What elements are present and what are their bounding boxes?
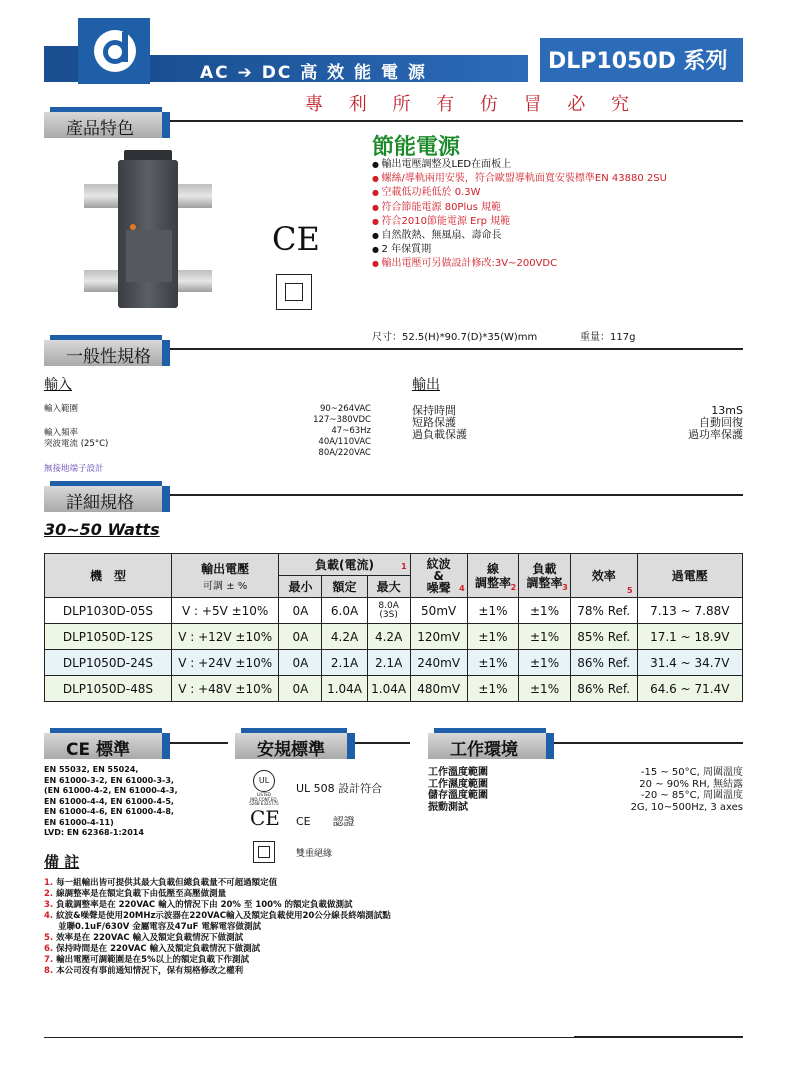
- feature-item: ● 輸出電壓調整及LED在面板上: [372, 158, 667, 172]
- cell-efficiency: 86% Ref.: [570, 650, 637, 676]
- section-divider: [170, 494, 743, 496]
- th-ovp: 過電壓: [637, 554, 742, 598]
- ul-mark-small: LISTED IND.CONT.EQ. 526B E325775: [249, 792, 279, 806]
- cell-ripple: 240mV: [410, 650, 467, 676]
- cell-min: 0A: [279, 598, 322, 624]
- input-value: 127~380VDC: [313, 415, 371, 425]
- output-label: 短路保護: [412, 416, 456, 429]
- output-title: 輸出: [412, 377, 440, 393]
- cell-min: 0A: [279, 624, 322, 650]
- input-values: [313, 404, 371, 459]
- cell-line-reg: ±1%: [467, 624, 519, 650]
- section-accent: [546, 733, 554, 759]
- env-labels: [428, 767, 488, 813]
- ul-text: UL 508 設計符合: [296, 782, 383, 795]
- ul-mark-icon: UL: [253, 770, 275, 792]
- series-title: DLP1050D 系列: [548, 49, 728, 74]
- section-header-safety: 安規標準: [235, 733, 347, 759]
- output-values: [688, 405, 743, 441]
- cell-model: DLP1050D-12S: [45, 624, 172, 650]
- env-value: -15 ~ 50°C, 周圍溫度: [640, 767, 743, 778]
- cell-vout: V : +5V ±10%: [171, 598, 279, 624]
- ce-standard: LVD: EN 62368-1:2014: [44, 828, 144, 837]
- led-indicator: [130, 224, 136, 230]
- no-ground-note: 無接地端子設計: [44, 464, 104, 474]
- env-label: 振動測試: [428, 801, 468, 813]
- cell-model: DLP1050D-48S: [45, 676, 172, 702]
- double-insulation-icon-inner: [258, 846, 270, 858]
- section-header-general: 一般性規格: [44, 340, 162, 366]
- note-item: 8. 本公司沒有事前通知情況下，保有規格修改之權利: [44, 966, 244, 976]
- logo-d-stem: [122, 32, 128, 62]
- cell-load-reg: ±1%: [519, 650, 571, 676]
- section-header-features: 產品特色: [44, 112, 162, 138]
- env-value: -20 ~ 85°C, 周圍溫度: [640, 790, 743, 801]
- env-value: 20 ~ 90% RH, 無結露: [639, 778, 743, 790]
- input-label-inrush: 突波電流 (25°C): [44, 439, 109, 449]
- footer-rule: [44, 1037, 574, 1038]
- wattage-range: 30~50 Watts: [44, 520, 160, 539]
- section-accent: [162, 733, 170, 759]
- header-accent-strip: [44, 46, 78, 82]
- input-value: 47~63Hz: [331, 426, 371, 436]
- header-title: AC ➔ DC 高 效 能 電 源: [200, 63, 427, 83]
- feature-item: ● 符合節能電源 80Plus 規範: [372, 201, 667, 215]
- input-label-freq: 輸入頻率: [44, 428, 79, 438]
- note-item: 4. 紋波&噪聲是使用20MHz示波器在220VAC輸入及額定負載使用20公分線長終端測試點: [44, 911, 391, 921]
- cell-rated: 6.0A: [322, 598, 367, 624]
- input-value: 80A/220VAC: [318, 448, 371, 458]
- cell-load-reg: ±1%: [519, 676, 571, 702]
- ce-mark: CE: [272, 220, 320, 258]
- feature-item: ● 輸出電壓可另做設計修改:3V~200VDC: [372, 257, 667, 271]
- output-label: 保持時間: [412, 404, 456, 417]
- env-value: 2G, 10~500Hz, 3 axes: [630, 801, 743, 813]
- note-item: 並聯0.1uF/630V 金屬電容及47uF 電解電容做測試: [58, 922, 261, 932]
- cell-ripple: 480mV: [410, 676, 467, 702]
- cell-vout: V : +24V ±10%: [171, 650, 279, 676]
- output-value: 自動回復: [699, 416, 743, 429]
- th-ripple: 紋波 & 噪聲 4: [410, 554, 467, 598]
- note-item: 6. 保持時間是在 220VAC 輸入及額定負載情況下做測試: [44, 944, 261, 954]
- cell-ovp: 31.4 ~ 34.7V: [637, 650, 742, 676]
- cell-load-reg: ±1%: [519, 624, 571, 650]
- cell-line-reg: ±1%: [467, 676, 519, 702]
- output-labels: [412, 405, 467, 441]
- output-value: 13mS: [711, 404, 743, 417]
- cell-max: 1.04A: [367, 676, 410, 702]
- section-header-detail: 詳細規格: [44, 486, 162, 512]
- cell-load-reg: ±1%: [519, 598, 571, 624]
- feature-item: ● 2 年保質期: [372, 243, 667, 257]
- table-row: [45, 624, 743, 650]
- cell-ripple: 50mV: [410, 598, 467, 624]
- cell-ovp: 64.6 ~ 71.4V: [637, 676, 742, 702]
- feature-item: ● 空載低功耗低於 0.3W: [372, 186, 667, 200]
- section-divider: [355, 742, 410, 744]
- cell-rated: 1.04A: [322, 676, 367, 702]
- patent-notice: 專 利 所 有 仿 冒 必 究: [305, 94, 640, 115]
- section-divider: [170, 742, 228, 744]
- spec-table: [44, 553, 743, 702]
- ce-standard: EN 61000-4-11): [44, 817, 114, 827]
- feature-item: ● 自然散熱、無風扇、壽命長: [372, 229, 667, 243]
- section-accent: [347, 733, 355, 759]
- cell-line-reg: ±1%: [467, 650, 519, 676]
- cell-ovp: 7.13 ~ 7.88V: [637, 598, 742, 624]
- ce-standards-list: [44, 765, 178, 839]
- note-item: 3. 負載調整率是在 220VAC 輸入的情況下由 20% 至 100% 的額定負載做測試: [44, 900, 353, 910]
- th-load-max: 最大: [367, 576, 410, 598]
- th-load-min: 最小: [279, 576, 322, 598]
- notes-heading: 備 註: [44, 853, 80, 871]
- eco-title: 節能電源: [372, 135, 461, 160]
- th-load-reg: 負載 調整率 3: [519, 554, 571, 598]
- note-item: 2. 線調整率是在額定負載下由低壓至高壓做測量: [44, 889, 227, 899]
- double-insulation-icon-inner: [285, 283, 303, 301]
- ce-standard: EN 61000-4-6, EN 61000-4-8,: [44, 807, 174, 816]
- th-line-reg: 線 調整率 2: [467, 554, 519, 598]
- section-divider: [554, 742, 743, 744]
- feature-item: ● 螺絲/導軌兩用安裝，符合歐盟導軌面寬安裝標準EN 43880 2SU: [372, 172, 667, 186]
- ce-standard: EN 61000-3-2, EN 61000-3-3,: [44, 775, 174, 785]
- input-value: 90~264VAC: [319, 404, 371, 414]
- section-divider: [170, 348, 743, 350]
- input-title: 輸入: [44, 377, 72, 393]
- section-header-env: 工作環境: [428, 733, 546, 759]
- feature-list: [372, 158, 667, 272]
- cell-rated: 2.1A: [322, 650, 367, 676]
- ce-standard: EN 61000-4-4, EN 61000-4-5,: [44, 796, 174, 806]
- th-model: 機 型: [45, 554, 172, 598]
- cell-model: DLP1050D-24S: [45, 650, 172, 676]
- table-row: [45, 598, 743, 624]
- cell-min: 0A: [279, 650, 322, 676]
- ce-mark-small: CE: [250, 806, 280, 830]
- cell-line-reg: ±1%: [467, 598, 519, 624]
- th-load-rated: 額定: [322, 576, 367, 598]
- device-label: [126, 230, 172, 282]
- ce-standard: EN 55032, EN 55024,: [44, 765, 139, 774]
- env-label: 工作溫度範圍: [428, 767, 488, 778]
- cell-ripple: 120mV: [410, 624, 467, 650]
- note-item: 7. 輸出電壓可調範圍是在5%以上的額定負載下作測試: [44, 955, 250, 965]
- env-values: [631, 767, 743, 813]
- cell-max: 8.0A (3S): [367, 598, 410, 624]
- feature-item: ● 符合2010節能電源 Erp 規範: [372, 215, 667, 229]
- ce-text: CE 認證: [296, 815, 355, 828]
- section-accent: [162, 340, 170, 366]
- note-item: 1. 每一組輸出皆可提供其最大負載但總負載量不可超過額定值: [44, 878, 278, 888]
- cell-min: 0A: [279, 676, 322, 702]
- th-load: 負載(電流) 1: [279, 554, 410, 576]
- cell-efficiency: 78% Ref.: [570, 598, 637, 624]
- output-value: 過功率保護: [688, 428, 743, 441]
- env-label: 工作濕度範圍: [428, 778, 488, 790]
- th-vout: 輸出電壓 可調 ± %: [171, 554, 279, 598]
- th-efficiency: 效率 5: [570, 554, 637, 598]
- note-item: 5. 效率是在 220VAC 輸入及額定負載情況下做測試: [44, 933, 244, 943]
- double-insulation-text: 雙重絕緣: [296, 849, 333, 859]
- cell-ovp: 17.1 ~ 18.9V: [637, 624, 742, 650]
- footer-rule-thick: [574, 1036, 743, 1038]
- input-label-range: 輸入範圍: [44, 404, 79, 414]
- table-row: [45, 650, 743, 676]
- cell-max: 4.2A: [367, 624, 410, 650]
- cell-max: 2.1A: [367, 650, 410, 676]
- weight: 重量：117g: [580, 332, 636, 343]
- cell-vout: V : +12V ±10%: [171, 624, 279, 650]
- env-label: 儲存溫度範圍: [428, 790, 488, 801]
- table-row: [45, 676, 743, 702]
- input-value: 40A/110VAC: [318, 437, 371, 447]
- section-divider: [170, 120, 743, 122]
- notes-list: [44, 878, 391, 977]
- section-accent: [162, 486, 170, 512]
- cell-model: DLP1030D-05S: [45, 598, 172, 624]
- cell-rated: 4.2A: [322, 624, 367, 650]
- section-accent: [162, 112, 170, 138]
- output-label: 過負載保護: [412, 428, 467, 441]
- cell-efficiency: 86% Ref.: [570, 676, 637, 702]
- section-header-ce: CE 標準: [44, 733, 162, 759]
- dimensions: 尺寸：52.5(H)*90.7(D)*35(W)mm: [372, 332, 538, 343]
- ce-standard: (EN 61000-4-2, EN 61000-4-3,: [44, 786, 178, 795]
- cell-efficiency: 85% Ref.: [570, 624, 637, 650]
- cell-vout: V : +48V ±10%: [171, 676, 279, 702]
